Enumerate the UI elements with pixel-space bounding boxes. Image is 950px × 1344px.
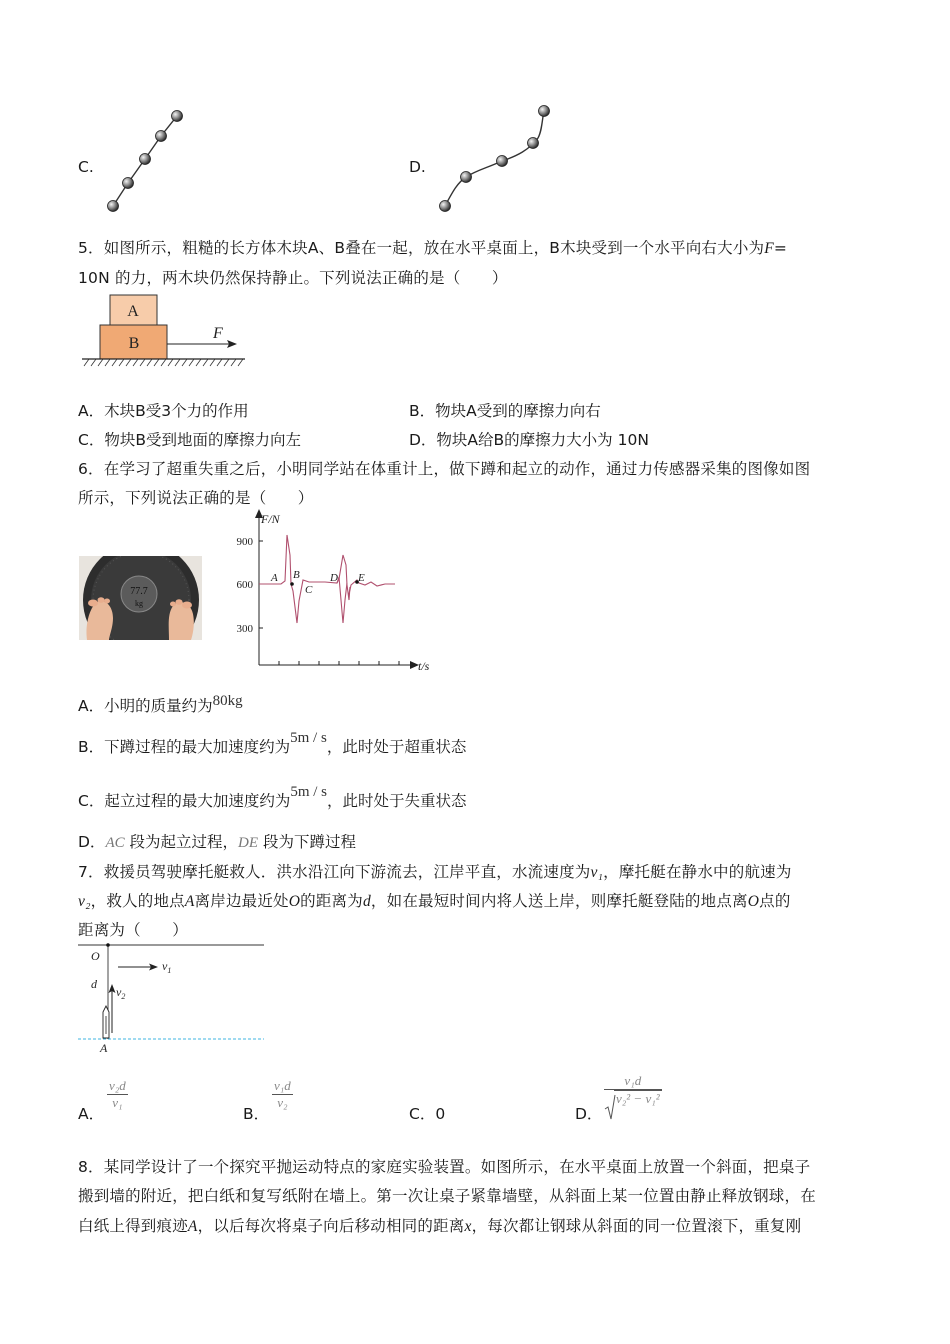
q5-option-a: A．木块B受3个力的作用 bbox=[78, 402, 249, 420]
point-e-label: E bbox=[358, 572, 365, 584]
q7-option-c: C．0 bbox=[409, 1105, 446, 1123]
fig-a-label: A bbox=[100, 1041, 108, 1055]
q5-blocks-figure bbox=[80, 292, 250, 370]
ball bbox=[172, 111, 183, 122]
q6-option-a: A．小明的质量约为80kg bbox=[78, 693, 243, 715]
tick-300: 300 bbox=[236, 623, 253, 635]
tick-900: 900 bbox=[236, 536, 253, 548]
ball bbox=[528, 138, 539, 149]
ball bbox=[156, 131, 167, 142]
q6-stem-line2: 所示，下列说法正确的是（ ） bbox=[78, 489, 314, 507]
force-time-graph bbox=[225, 505, 440, 677]
q4-option-d-figure bbox=[432, 98, 557, 220]
q5-option-b: B．物块A受到的摩擦力向右 bbox=[409, 402, 601, 420]
q4-option-c-figure bbox=[100, 105, 190, 220]
fig-o-label: O bbox=[91, 949, 100, 963]
scale-reading: 77.7 bbox=[130, 586, 148, 597]
q5-stem-line2: 10N 的力，两木块仍然保持静止。下列说法正确的是（ ） bbox=[78, 269, 508, 287]
q6-option-b: B．下蹲过程的最大加速度约为5m / s，此时处于超重状态 bbox=[78, 730, 467, 756]
sqrt-icon bbox=[604, 1093, 616, 1121]
q7-river-figure bbox=[76, 938, 271, 1056]
graph-y-label: F/N bbox=[261, 512, 280, 526]
tick-600: 600 bbox=[236, 579, 253, 591]
q7-stem-line1: 7．救援员驾驶摩托艇救人．洪水沿江向下游流去，江岸平直，水流速度为v₁，摩托艇在静水中的航速为 bbox=[78, 863, 792, 881]
force-f-label: F bbox=[213, 325, 223, 342]
ball bbox=[140, 154, 151, 165]
scale-unit: kg bbox=[135, 599, 143, 608]
block-b-label: B bbox=[128, 335, 140, 352]
q6-stem-line1: 6．在学习了超重失重之后，小明同学站在体重计上，做下蹲和起立的动作，通过力传感器采集的图像如图 bbox=[78, 460, 811, 478]
q8-stem-line2: 搬到墙的附近，把白纸和复写纸附在墙上。第一次让桌子紧靠墙壁，从斜面上某一位置由静止释放钢球，在 bbox=[78, 1187, 816, 1205]
point-a-label: A bbox=[271, 572, 278, 584]
scale-illustration bbox=[79, 556, 202, 640]
q7-option-a-fraction: $\frac{\text{v₂d}}{\text{v₁}}$ bbox=[109, 1078, 126, 1110]
graph-x-label: t/s bbox=[418, 659, 430, 673]
block-a-label: A bbox=[127, 303, 139, 320]
point-b-label: B bbox=[293, 569, 300, 581]
q7-option-d-label: D． bbox=[575, 1105, 603, 1123]
q6-option-c: C．起立过程的最大加速度约为5m / s，此时处于失重状态 bbox=[78, 784, 467, 810]
q4-option-c-label: C. bbox=[78, 158, 94, 176]
ball bbox=[123, 178, 134, 189]
ball bbox=[497, 156, 508, 167]
q7-stem-line3: 距离为（ ） bbox=[78, 921, 188, 939]
q7-option-d-fraction: $\frac{\text{v₁d}}{\text{v₂² − v₁²}}$ bbox=[604, 1073, 662, 1107]
q4-option-d-label: D. bbox=[409, 158, 426, 176]
point-c-label: C bbox=[305, 584, 313, 596]
q7-option-a-label: A． bbox=[78, 1105, 105, 1123]
ball bbox=[108, 201, 119, 212]
q7-option-b-label: B． bbox=[243, 1105, 270, 1123]
scale-photo bbox=[79, 556, 202, 640]
q5-option-c: C．物块B受到地面的摩擦力向左 bbox=[78, 431, 301, 449]
fig-v2-label: $v_2$ bbox=[116, 985, 126, 1001]
q6-option-d: D．AC 段为起立过程，DE 段为下蹲过程 bbox=[78, 833, 356, 851]
q8-stem-line1: 8．某同学设计了一个探究平抛运动特点的家庭实验装置。如图所示，在水平桌面上放置一个斜面，把桌子 bbox=[78, 1158, 811, 1176]
q8-stem-line3: 白纸上得到痕迹A，以后每次将桌子向后移动相同的距离x，每次都让钢球从斜面的同一位置滚下，重复刚 bbox=[78, 1217, 802, 1235]
fig-d-label: d bbox=[91, 977, 97, 991]
q7-stem-line2: v₂，救人的地点A离岸边最近处O的距离为d，如在最短时间内将人送上岸，则摩托艇登陆的地点离O点的 bbox=[78, 892, 791, 910]
q5-stem-line1: 5．如图所示，粗糙的长方体木块A、B叠在一起，放在水平桌面上，B木块受到一个水平向右大小为F= bbox=[78, 239, 788, 257]
ball bbox=[440, 201, 451, 212]
q7-option-b-fraction: $\frac{\text{v₁d}}{\text{v₂}}$ bbox=[274, 1078, 291, 1110]
q5-option-d: D．物块A给B的摩擦力大小为 10N bbox=[409, 431, 649, 449]
point-d-label: D bbox=[330, 572, 338, 584]
fig-v1-label: $v_1$ bbox=[162, 959, 172, 975]
ball bbox=[539, 106, 550, 117]
ball bbox=[461, 172, 472, 183]
